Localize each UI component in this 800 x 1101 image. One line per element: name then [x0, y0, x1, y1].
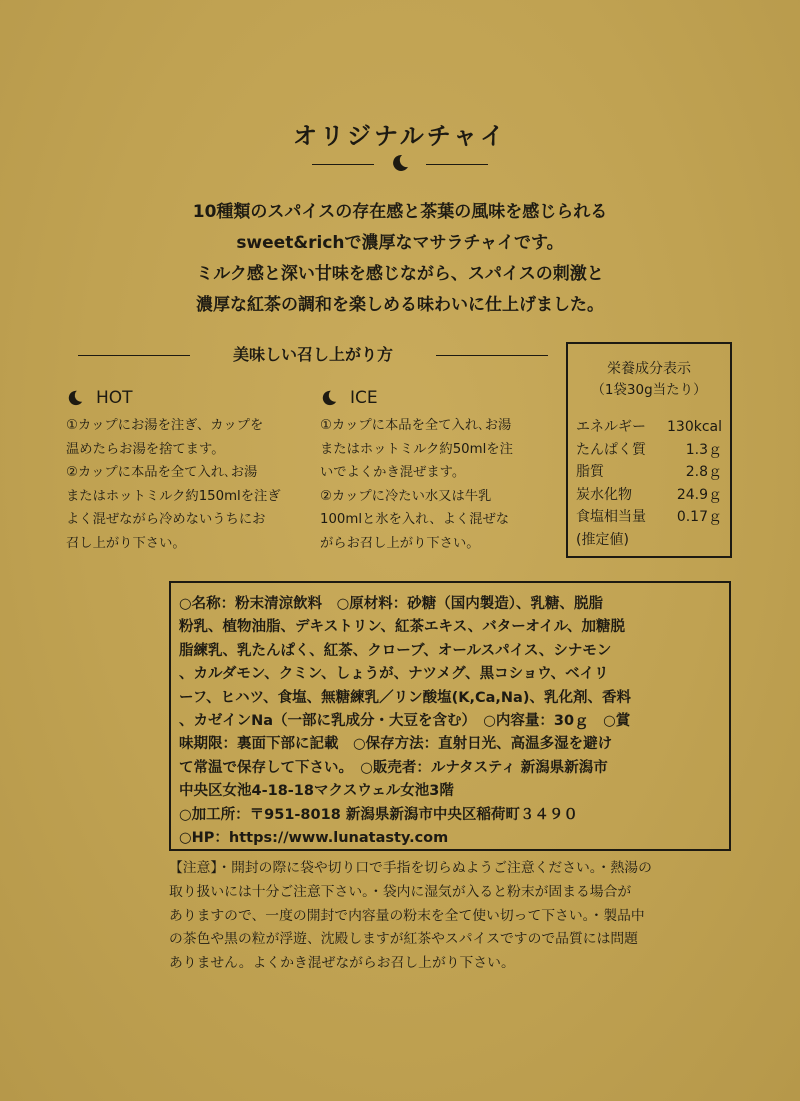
nutrition-title: 栄養成分表示 [607, 361, 691, 377]
howto-hot-section [66, 384, 312, 556]
info-line: 、カルダモン、クミン、しょうが、ナツメグ、黒コショウ、ベイリ [179, 666, 609, 683]
caution-line: 【注意】・開封の際に袋や切り口で手指を切らぬようご注意ください。・熱湯の [169, 860, 652, 876]
nutrient-value: 130kcal [667, 419, 722, 435]
info-line: ○加工所：〒951-8018 新潟県新潟市中央区稲荷町３４９０ [179, 806, 578, 823]
info-line: 味期限：裏面下部に記載 ○保存方法：直射日光、高温多湿を避け [179, 736, 613, 753]
divider-line-right [426, 164, 488, 165]
howto-heading [78, 344, 548, 366]
ice-line: ①カップに本品を全て入れ､お湯 [320, 418, 512, 433]
info-line: 中央区女池4-18-18マクスウェル女池3階 [179, 783, 454, 800]
hot-line: よく混ぜながら冷めないうちにお [66, 512, 266, 528]
product-title: オリジナルチャイ [292, 122, 508, 150]
nutrition-subtitle: （1袋30g当たり） [591, 382, 707, 398]
nutrition-note: (推定値) [576, 531, 629, 548]
howto-ice-section [320, 384, 564, 556]
howto-heading-text: 美味しい召し上がり方 [232, 345, 393, 364]
nutrition-row [576, 461, 722, 484]
nutrition-row [576, 506, 722, 529]
hot-line: ②カップに本品を全て入れ､お湯 [66, 465, 258, 481]
hot-heading [66, 384, 312, 412]
caution-line: の茶色や黒の粒が浮遊、沈殿しますが紅茶やスパイスですので品質には問題 [169, 931, 638, 948]
product-info-box [169, 581, 731, 851]
info-line: ○名称：粉末清涼飲料 ○原材料：砂糖（国内製造）、乳糖、脱脂 [179, 596, 604, 612]
info-line: 、カゼインNa（一部に乳成分・大豆を含む） ○内容量：30ｇ ○賞 [179, 713, 631, 730]
nutrient-value: 24.9ｇ [676, 486, 722, 503]
divider-line-left [312, 164, 374, 165]
ice-line: ②カップに冷たい水又は牛乳 [320, 488, 492, 504]
hot-line: またはホットミルク約150mlを注ぎ [66, 488, 281, 504]
info-line: 脂練乳、乳たんぱく、紅茶、クローブ、オールスパイス、シナモン [179, 642, 612, 659]
ice-heading [320, 384, 564, 412]
nutrient-value: 1.3ｇ [685, 441, 722, 458]
nutrient-value: 0.17ｇ [676, 509, 722, 526]
nutrition-facts-box [566, 342, 732, 558]
nutrient-name: 炭水化物 [576, 486, 632, 503]
title-divider [312, 153, 488, 177]
caution-notes [169, 857, 789, 976]
ice-line: 100mlと氷を入れ、よく混ぜな [320, 512, 510, 528]
ice-line: がらお召し上がり下さい。 [320, 535, 480, 551]
hot-label: HOT [96, 388, 133, 408]
intro-line: 10種類のスパイスの存在感と茶葉の風味を感じられる [192, 202, 608, 222]
nutrient-name: たんぱく質 [576, 441, 646, 458]
nutrient-value: 2.8ｇ [685, 464, 722, 481]
info-line: ○HP：https://www.lunatasty.com [179, 830, 449, 847]
hot-instructions [66, 414, 312, 556]
crescent-moon-icon [320, 389, 338, 407]
info-line: 粉乳、植物油脂、デキストリン、紅茶エキス、バターオイル、加糖脱 [179, 619, 626, 636]
heading-line-right [436, 355, 548, 356]
hot-line: 召し上がり下さい。 [66, 535, 186, 551]
nutrient-name: 脂質 [576, 464, 604, 481]
ice-instructions [320, 414, 564, 556]
caution-line: 取り扱いには十分ご注意下さい。・袋内に湿気が入ると粉末が固まる場合が [169, 883, 632, 900]
nutrition-row [576, 416, 722, 439]
ice-line: またはホットミルク約50mlを注 [320, 441, 513, 457]
caution-line: ありません。よくかき混ぜながらお召し上がり下さい。 [169, 955, 515, 972]
nutrient-name: 食塩相当量 [576, 509, 646, 526]
info-line: て常温で保存して下さい。 ○販売者：ルナタスティ 新潟県新潟市 [179, 759, 608, 776]
nutrition-row [576, 484, 722, 507]
ice-label: ICE [350, 388, 378, 408]
caution-line: ありますので、一度の開封で内容量の粉末を全て使い切って下さい。・製品中 [169, 907, 645, 924]
info-line: ーフ、ヒハツ、食塩、無糖練乳／リン酸塩(K,Ca,Na)、乳化剤、香料 [179, 689, 631, 706]
product-description [0, 197, 800, 321]
ice-line: いでよくかき混ぜます。 [320, 465, 466, 481]
nutrition-row [576, 439, 722, 462]
nutrient-name: エネルギー [576, 419, 646, 435]
hot-line: ①カップにお湯を注ぎ、カップを [66, 418, 264, 433]
crescent-moon-icon [390, 153, 410, 173]
intro-line: ミルク感と深い甘味を感じながら、スパイスの刺激と [196, 264, 604, 284]
hot-line: 温めたらお湯を捨てます。 [66, 441, 225, 457]
crescent-moon-icon [66, 389, 84, 407]
intro-line: 濃厚な紅茶の調和を楽しめる味わいに仕上げました。 [196, 295, 604, 315]
intro-line: sweet&richで濃厚なマサラチャイです。 [236, 233, 564, 253]
